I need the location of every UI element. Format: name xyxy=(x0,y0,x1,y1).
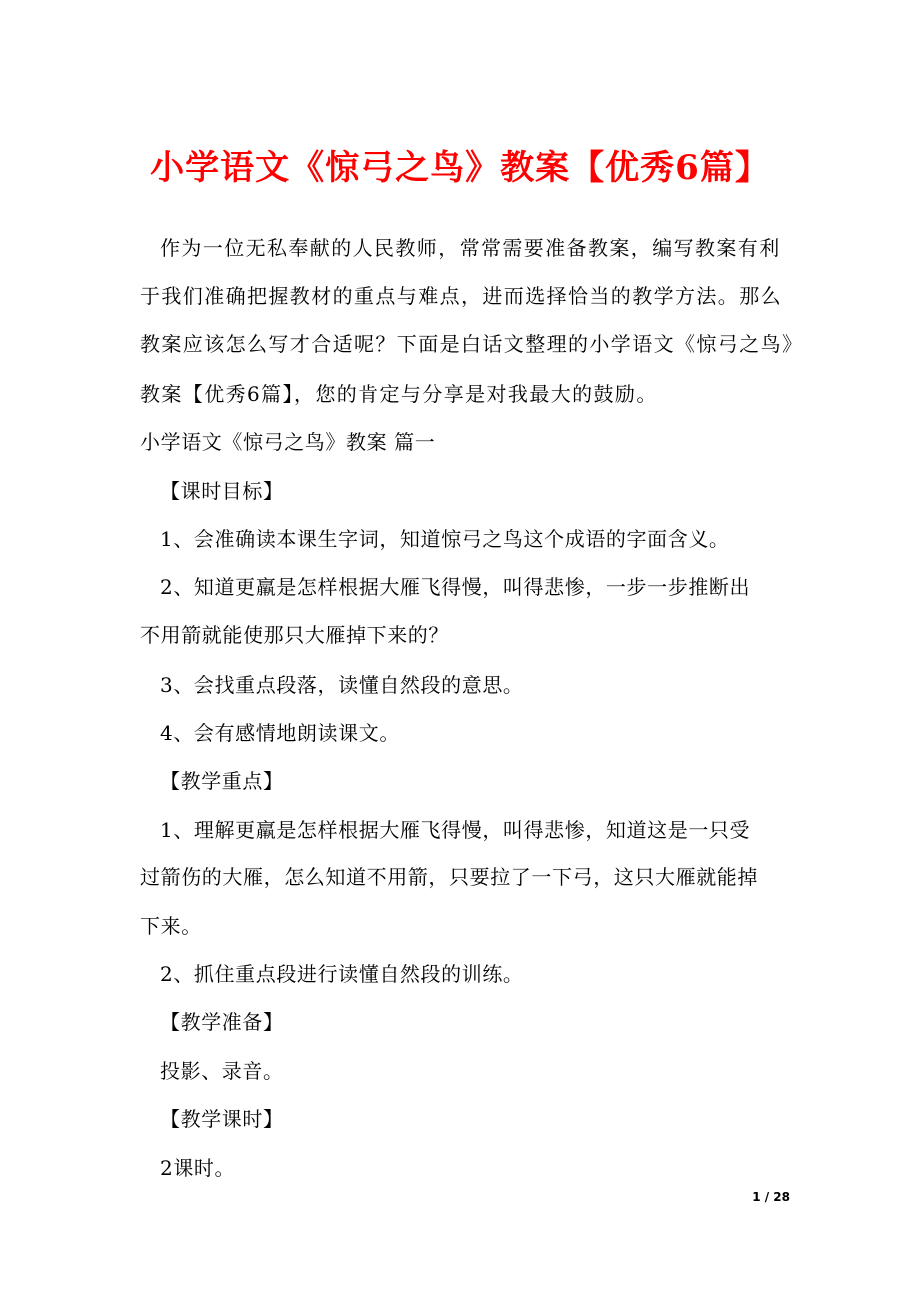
section-title: 小学语文《惊弓之鸟》教案 篇一 xyxy=(140,430,436,454)
key-point-line-2: 过箭伤的大雁，怎么知道不用箭，只要拉了一下弓，这只大雁就能掉 xyxy=(140,865,758,889)
key-points-heading: 【教学重点】 xyxy=(160,769,284,793)
intro-line-3: 教案应该怎么写才合适呢？下面是白话文整理的小学语文《惊弓之鸟》 xyxy=(140,332,804,356)
preparation-heading: 【教学准备】 xyxy=(160,1010,284,1034)
key-point-line-1: 1、理解更羸是怎样根据大雁飞得慢，叫得悲惨，知道这是一只受 xyxy=(160,818,751,842)
periods-heading: 【教学课时】 xyxy=(160,1107,284,1131)
key-point-line-3: 下来。 xyxy=(140,914,202,938)
page-number: 1 / 28 xyxy=(752,1190,790,1204)
objectives-heading: 【课时目标】 xyxy=(160,479,284,503)
key-point-line-4: 2、抓住重点段进行读懂自然段的训练。 xyxy=(160,962,524,986)
intro-line-4: 教案【优秀6篇】，您的肯定与分享是对我最大的鼓励。 xyxy=(140,382,658,406)
objective-line-1: 1、会准确读本课生字词，知道惊弓之鸟这个成语的字面含义。 xyxy=(160,527,730,551)
intro-line-1: 作为一位无私奉献的人民教师，常常需要准备教案，编写教案有利 xyxy=(160,236,781,260)
objective-line-5: 4、会有感情地朗读课文。 xyxy=(160,721,400,745)
periods-text: 2课时。 xyxy=(160,1156,236,1180)
objective-line-2: 2、知道更羸是怎样根据大雁飞得慢，叫得悲惨，一步一步推断出 xyxy=(160,575,751,599)
intro-line-2: 于我们准确把握教材的重点与难点，进而选择恰当的教学方法。那么 xyxy=(140,284,782,308)
objective-line-3: 不用箭就能使那只大雁掉下来的？ xyxy=(140,623,449,647)
preparation-text: 投影、录音。 xyxy=(160,1059,284,1083)
objective-line-4: 3、会找重点段落，读懂自然段的意思。 xyxy=(160,673,524,697)
document-title: 小学语文《惊弓之鸟》教案【优秀6篇】 xyxy=(150,148,770,188)
